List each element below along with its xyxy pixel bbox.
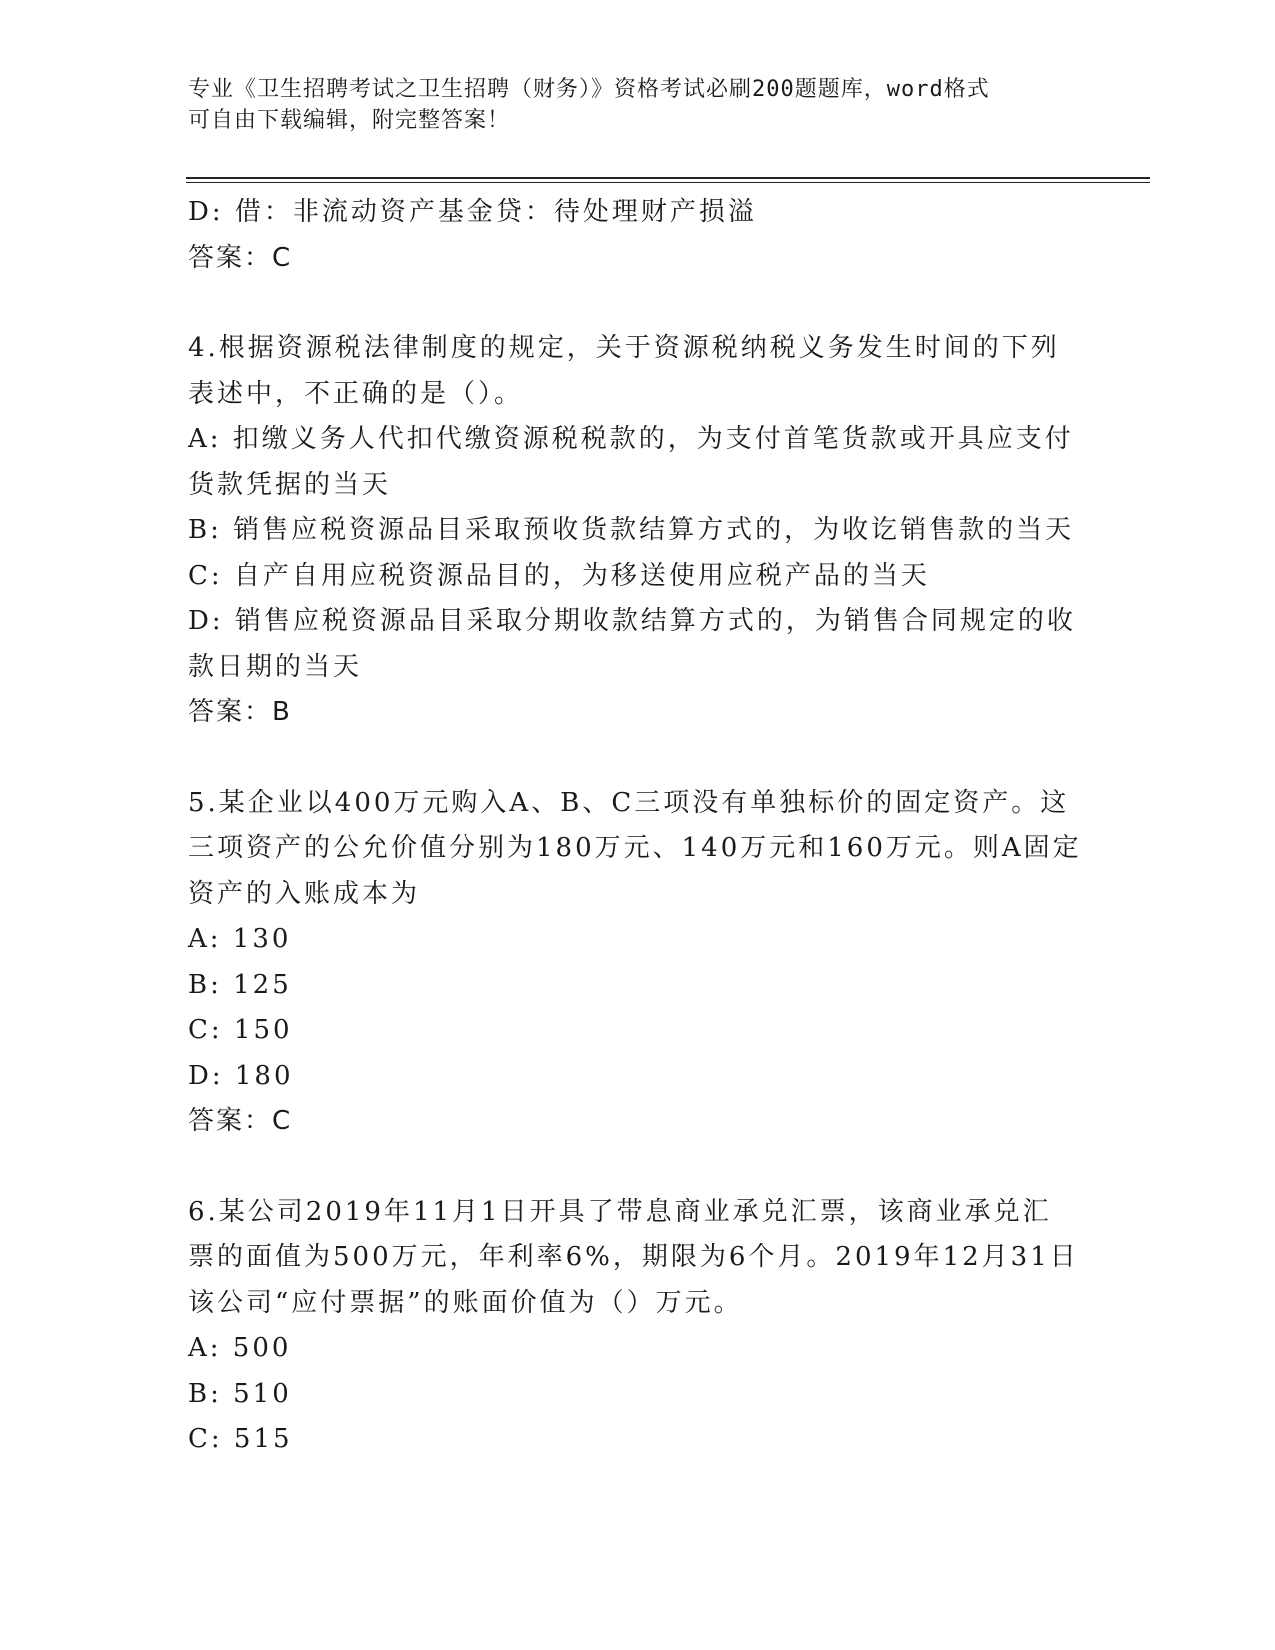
- option-a: A: 130: [188, 924, 292, 954]
- question-3-tail: [188, 190, 1088, 281]
- question-4: [188, 326, 1088, 736]
- question-stem-cont: 资产的入账成本为: [188, 878, 421, 909]
- option-c: C: 515: [188, 1424, 293, 1454]
- option-a: A: 500: [188, 1333, 292, 1363]
- question-stem: 5.某企业以400万元购入A、B、C三项没有单独标价的固定资产。这: [188, 787, 1070, 818]
- header-title-line-1: 专业《卫生招聘考试之卫生招聘（财务）》资格考试必刷200题题库，word格式: [188, 77, 990, 102]
- question-stem-cont: 表述中，不正确的是（）。: [188, 378, 524, 409]
- question-stem-cont: 票的面值为500万元，年利率6%，期限为6个月。2019年12月31日: [188, 1242, 1079, 1272]
- question-stem-cont: 该公司“应付票据”的账面价值为（）万元。: [188, 1287, 743, 1318]
- option-d: D: 借：非流动资产基金贷：待处理财产损溢: [188, 197, 757, 227]
- question-stem: 4.根据资源税法律制度的规定，关于资源税纳税义务发生时间的下列: [188, 333, 1060, 363]
- question-6: [188, 1190, 1088, 1463]
- answer: 答案：C: [188, 1106, 293, 1136]
- option-c: C: 150: [188, 1015, 293, 1045]
- option-d: D: 180: [188, 1060, 294, 1091]
- option-c: C: 自产自用应税资源品目的，为移送使用应税产品的当天: [188, 560, 930, 591]
- option-a-cont: 货款凭据的当天: [188, 469, 392, 500]
- answer: 答案：B: [188, 697, 292, 727]
- header-title-line-2: 可自由下载编辑，附完整答案！: [188, 108, 511, 133]
- document-header: [188, 74, 1068, 136]
- question-5: [188, 781, 1088, 1145]
- header-divider-thin: [186, 182, 1150, 183]
- answer: 答案：C: [188, 242, 293, 273]
- option-a: A: 扣缴义务人代扣代缴资源税税款的，为支付首笔货款或开具应支付: [188, 424, 1074, 454]
- question-list: [188, 190, 1088, 1463]
- option-b: B: 510: [188, 1378, 292, 1409]
- option-b: B: 125: [188, 969, 292, 1000]
- option-b: B: 销售应税资源品目采取预收货款结算方式的，为收讫销售款的当天: [188, 515, 1075, 545]
- option-d-cont: 款日期的当天: [188, 651, 363, 682]
- question-stem-cont: 三项资产的公允价值分别为180万元、140万元和160万元。则A固定: [188, 833, 1082, 863]
- question-stem: 6.某公司2019年11月1日开具了带息商业承兑汇票，该商业承兑汇: [188, 1196, 1052, 1227]
- option-d: D: 销售应税资源品目采取分期收款结算方式的，为销售合同规定的收: [188, 606, 1076, 636]
- header-divider-thick: [186, 177, 1150, 179]
